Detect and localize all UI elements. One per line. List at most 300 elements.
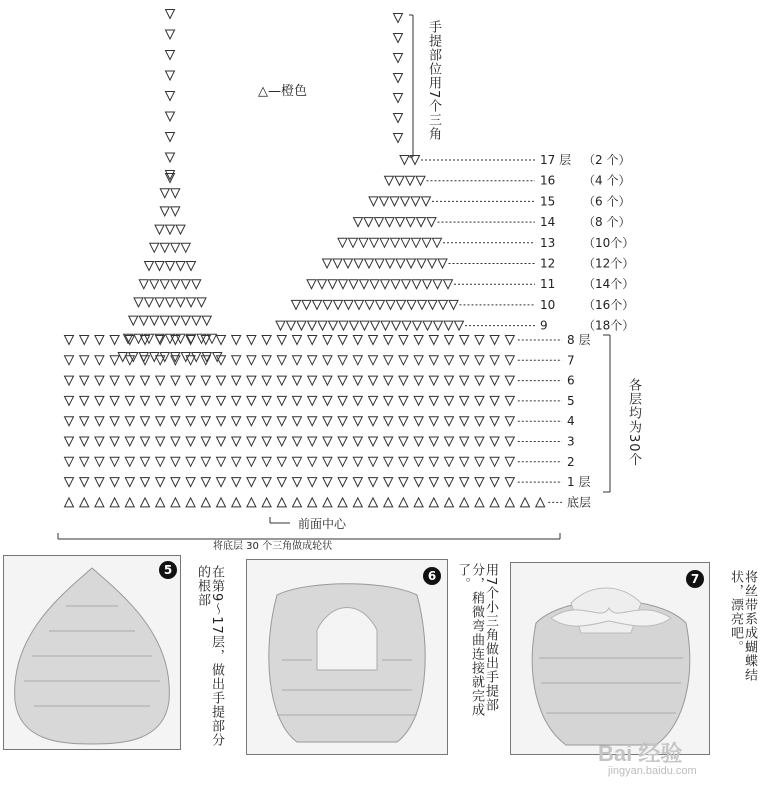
body-triangle bbox=[171, 417, 180, 426]
body-triangle bbox=[65, 396, 74, 405]
body-triangle bbox=[323, 437, 332, 446]
right-layer-triangle bbox=[365, 300, 374, 309]
body-triangle bbox=[232, 478, 241, 487]
body-triangle bbox=[399, 396, 408, 405]
basket-model-image bbox=[247, 560, 447, 754]
body-triangle bbox=[141, 478, 150, 487]
right-layer-triangle bbox=[412, 280, 421, 289]
body-triangle bbox=[338, 478, 347, 487]
right-handle-triangle bbox=[394, 14, 403, 23]
layer-count-label: （6 个） bbox=[583, 194, 631, 209]
body-triangle bbox=[156, 356, 165, 365]
base-triangle bbox=[95, 498, 104, 507]
body-triangle bbox=[414, 396, 423, 405]
body-triangle bbox=[217, 437, 226, 446]
body-triangle bbox=[186, 478, 195, 487]
layer-number-label: 2 bbox=[567, 454, 575, 469]
body-triangle bbox=[308, 396, 317, 405]
base-triangle bbox=[277, 498, 286, 507]
vase-model-image bbox=[4, 556, 180, 749]
body-triangle bbox=[95, 376, 104, 385]
right-layer-triangle bbox=[418, 300, 427, 309]
front-center-label: 前面中心 bbox=[298, 517, 347, 531]
right-layer-triangle bbox=[370, 280, 379, 289]
body-triangle bbox=[414, 376, 423, 385]
body-triangle bbox=[429, 417, 438, 426]
right-layer-triangle bbox=[364, 218, 373, 227]
left-side-triangle bbox=[171, 353, 180, 362]
body-triangle bbox=[505, 417, 514, 426]
right-layer-triangle bbox=[390, 197, 399, 206]
body-triangle bbox=[293, 356, 302, 365]
body-triangle bbox=[384, 417, 393, 426]
body-triangle bbox=[323, 457, 332, 466]
body-triangle bbox=[475, 396, 484, 405]
right-layer-triangle bbox=[339, 321, 348, 330]
body-triangle bbox=[490, 376, 499, 385]
body-triangle bbox=[323, 376, 332, 385]
right-layer-triangle bbox=[417, 218, 426, 227]
base-triangle bbox=[460, 498, 469, 507]
body-triangle bbox=[262, 478, 271, 487]
base-triangle bbox=[369, 498, 378, 507]
body-triangle bbox=[475, 336, 484, 345]
right-layer-triangle bbox=[433, 280, 442, 289]
right-layer-triangle bbox=[401, 197, 410, 206]
step-5-photo bbox=[3, 555, 181, 750]
left-side-triangle bbox=[166, 171, 175, 180]
body-triangle bbox=[156, 376, 165, 385]
body-triangle bbox=[277, 376, 286, 385]
layer-number-label: 11 bbox=[540, 277, 556, 292]
right-layer-triangle bbox=[328, 280, 337, 289]
right-layer-triangle bbox=[402, 321, 411, 330]
left-side-triangle bbox=[166, 225, 175, 234]
right-layer-triangle bbox=[423, 280, 432, 289]
left-side-triangle bbox=[139, 316, 148, 325]
right-layer-triangle bbox=[406, 176, 415, 185]
body-triangle bbox=[110, 437, 119, 446]
left-side-triangle bbox=[150, 280, 159, 289]
left-side-triangle bbox=[171, 207, 180, 216]
step-5-caption: 在第9～17层，做出手提部分的根部 bbox=[195, 565, 224, 747]
left-side-triangle bbox=[155, 225, 164, 234]
body-triangle bbox=[445, 336, 454, 345]
right-layer-triangle bbox=[395, 176, 404, 185]
right-layer-triangle bbox=[380, 197, 389, 206]
body-triangle bbox=[141, 376, 150, 385]
body-triangle bbox=[65, 457, 74, 466]
body-triangle bbox=[490, 336, 499, 345]
right-layer-triangle bbox=[370, 238, 379, 247]
legend-label: △—橙色 bbox=[258, 84, 307, 99]
right-layer-triangle bbox=[428, 300, 437, 309]
body-triangle bbox=[369, 376, 378, 385]
body-triangle bbox=[490, 478, 499, 487]
layer-number-label: 8 层 bbox=[567, 333, 591, 347]
base-triangle bbox=[125, 498, 134, 507]
each-layer-note: 各层均为30个 bbox=[626, 378, 641, 467]
step-6-caption: 用7个小三角做出手提部分，稍微弯曲连接就完成了。 bbox=[455, 563, 498, 717]
body-triangle bbox=[156, 457, 165, 466]
body-triangle bbox=[445, 396, 454, 405]
body-triangle bbox=[369, 417, 378, 426]
body-triangle bbox=[262, 417, 271, 426]
body-triangle bbox=[460, 376, 469, 385]
body-triangle bbox=[277, 356, 286, 365]
left-side-triangle bbox=[166, 298, 175, 307]
body-triangle bbox=[141, 396, 150, 405]
body-triangle bbox=[475, 376, 484, 385]
layer-number-label: 16 bbox=[540, 173, 556, 188]
body-triangle bbox=[293, 457, 302, 466]
body-triangle bbox=[186, 437, 195, 446]
body-triangle bbox=[201, 437, 210, 446]
left-side-triangle bbox=[192, 316, 201, 325]
body-triangle bbox=[65, 336, 74, 345]
right-handle-triangle bbox=[394, 74, 403, 83]
right-layer-triangle bbox=[323, 300, 332, 309]
body-triangle bbox=[201, 478, 210, 487]
right-layer-triangle bbox=[392, 321, 401, 330]
body-triangle bbox=[308, 437, 317, 446]
body-triangle bbox=[353, 336, 362, 345]
body-triangle bbox=[80, 336, 89, 345]
left-handle-triangle bbox=[166, 133, 175, 142]
right-layer-triangle bbox=[391, 280, 400, 289]
body-triangle bbox=[505, 396, 514, 405]
base-triangle bbox=[110, 498, 119, 507]
body-triangle bbox=[247, 376, 256, 385]
left-side-triangle bbox=[197, 298, 206, 307]
body-triangle bbox=[353, 356, 362, 365]
step-6-photo bbox=[246, 559, 448, 755]
left-side-triangle bbox=[171, 280, 180, 289]
right-layer-triangle bbox=[318, 280, 327, 289]
right-layer-triangle bbox=[433, 238, 442, 247]
right-layer-triangle bbox=[417, 259, 426, 268]
body-triangle bbox=[429, 356, 438, 365]
right-handle-triangle bbox=[394, 34, 403, 43]
right-layer-triangle bbox=[406, 218, 415, 227]
body-triangle bbox=[323, 356, 332, 365]
right-layer-triangle bbox=[359, 238, 368, 247]
right-layer-triangle bbox=[354, 259, 363, 268]
body-triangle bbox=[232, 396, 241, 405]
body-triangle bbox=[460, 417, 469, 426]
body-triangle bbox=[384, 336, 393, 345]
body-triangle bbox=[217, 478, 226, 487]
left-handle-triangle bbox=[166, 112, 175, 121]
left-handle-triangle bbox=[166, 92, 175, 101]
body-triangle bbox=[95, 478, 104, 487]
right-layer-triangle bbox=[307, 280, 316, 289]
body-triangle bbox=[201, 396, 210, 405]
left-side-triangle bbox=[202, 316, 211, 325]
body-triangle bbox=[110, 396, 119, 405]
body-triangle bbox=[338, 336, 347, 345]
right-layer-triangle bbox=[323, 259, 332, 268]
right-layer-triangle bbox=[402, 280, 411, 289]
right-layer-triangle bbox=[391, 238, 400, 247]
body-triangle bbox=[460, 396, 469, 405]
body-triangle bbox=[490, 457, 499, 466]
left-side-triangle bbox=[155, 262, 164, 271]
layer-count-label: （10个） bbox=[583, 235, 635, 250]
baidu-watermark-logo: Bai 经验 bbox=[598, 741, 683, 766]
right-layer-triangle bbox=[302, 300, 311, 309]
layer-number-label: 5 bbox=[567, 393, 575, 408]
left-side-triangle bbox=[176, 298, 185, 307]
body-triangle bbox=[247, 478, 256, 487]
right-layer-triangle bbox=[329, 321, 338, 330]
body-triangle bbox=[217, 417, 226, 426]
base-triangle bbox=[232, 498, 241, 507]
body-triangle bbox=[217, 396, 226, 405]
body-triangle bbox=[95, 336, 104, 345]
body-triangle bbox=[445, 376, 454, 385]
body-triangle bbox=[125, 396, 134, 405]
base-triangle bbox=[536, 498, 545, 507]
body-triangle bbox=[141, 457, 150, 466]
left-side-triangle bbox=[134, 298, 143, 307]
left-side-triangle bbox=[155, 298, 164, 307]
body-triangle bbox=[293, 396, 302, 405]
left-side-triangle bbox=[181, 243, 190, 252]
body-triangle bbox=[141, 417, 150, 426]
body-triangle bbox=[384, 478, 393, 487]
right-layer-triangle bbox=[292, 300, 301, 309]
left-side-triangle bbox=[176, 262, 185, 271]
body-triangle bbox=[293, 437, 302, 446]
layer-number-label: 17 层 bbox=[540, 153, 572, 167]
left-side-triangle bbox=[160, 189, 169, 198]
base-triangle bbox=[338, 498, 347, 507]
body-triangle bbox=[95, 396, 104, 405]
body-triangle bbox=[110, 417, 119, 426]
body-triangle bbox=[110, 376, 119, 385]
layer-number-label: 14 bbox=[540, 215, 556, 230]
right-layer-triangle bbox=[407, 300, 416, 309]
right-layer-triangle bbox=[371, 321, 380, 330]
body-triangle bbox=[262, 336, 271, 345]
right-layer-triangle bbox=[422, 238, 431, 247]
right-layer-triangle bbox=[344, 300, 353, 309]
body-triangle bbox=[308, 336, 317, 345]
body-triangle bbox=[95, 457, 104, 466]
body-triangle bbox=[384, 457, 393, 466]
body-triangle bbox=[369, 336, 378, 345]
right-layer-triangle bbox=[338, 238, 347, 247]
body-triangle bbox=[125, 376, 134, 385]
left-handle-triangle bbox=[166, 174, 175, 183]
body-triangle bbox=[399, 356, 408, 365]
body-triangle bbox=[80, 457, 89, 466]
right-layer-triangle bbox=[360, 321, 369, 330]
body-triangle bbox=[171, 376, 180, 385]
body-triangle bbox=[505, 457, 514, 466]
body-triangle bbox=[217, 376, 226, 385]
right-layer-triangle bbox=[349, 238, 358, 247]
body-triangle bbox=[414, 457, 423, 466]
body-triangle bbox=[80, 478, 89, 487]
right-layer-triangle bbox=[428, 259, 437, 268]
right-layer-triangle bbox=[427, 218, 436, 227]
body-triangle bbox=[369, 396, 378, 405]
base-triangle bbox=[414, 498, 423, 507]
base-triangle bbox=[141, 498, 150, 507]
right-layer-triangle bbox=[416, 176, 425, 185]
left-side-triangle bbox=[150, 316, 159, 325]
body-triangle bbox=[460, 437, 469, 446]
body-triangle bbox=[369, 437, 378, 446]
base-triangle bbox=[65, 498, 74, 507]
right-layer-triangle bbox=[375, 218, 384, 227]
base-triangle bbox=[186, 498, 195, 507]
body-triangle bbox=[156, 437, 165, 446]
right-layer-triangle bbox=[386, 300, 395, 309]
right-layer-triangle bbox=[349, 280, 358, 289]
step-6-badge: 6 bbox=[423, 567, 441, 585]
body-triangle bbox=[156, 336, 165, 345]
body-triangle bbox=[308, 457, 317, 466]
body-triangle bbox=[156, 417, 165, 426]
body-triangle bbox=[338, 376, 347, 385]
body-triangle bbox=[201, 457, 210, 466]
body-triangle bbox=[262, 356, 271, 365]
right-handle-triangle bbox=[394, 54, 403, 63]
body-triangle bbox=[110, 356, 119, 365]
body-triangle bbox=[277, 417, 286, 426]
body-triangle bbox=[460, 457, 469, 466]
body-triangle bbox=[247, 356, 256, 365]
body-triangle bbox=[262, 376, 271, 385]
body-triangle bbox=[323, 396, 332, 405]
body-triangle bbox=[384, 437, 393, 446]
body-triangle bbox=[414, 336, 423, 345]
body-triangle bbox=[277, 478, 286, 487]
left-side-triangle bbox=[176, 225, 185, 234]
left-side-triangle bbox=[150, 243, 159, 252]
body-triangle bbox=[384, 396, 393, 405]
body-triangle bbox=[490, 396, 499, 405]
body-triangle bbox=[353, 478, 362, 487]
right-layer-triangle bbox=[386, 259, 395, 268]
body-triangle bbox=[201, 376, 210, 385]
body-triangle bbox=[353, 396, 362, 405]
right-layer-triangle bbox=[400, 156, 409, 165]
right-layer-triangle bbox=[444, 321, 453, 330]
body-triangle bbox=[125, 457, 134, 466]
right-layer-triangle bbox=[439, 300, 448, 309]
right-layer-triangle bbox=[407, 259, 416, 268]
layer-number-label: 3 bbox=[567, 434, 575, 449]
left-handle-triangle bbox=[166, 153, 175, 162]
body-triangle bbox=[125, 478, 134, 487]
right-handle-triangle bbox=[394, 134, 403, 143]
step-7-badge: 7 bbox=[686, 570, 704, 588]
body-triangle bbox=[65, 478, 74, 487]
body-triangle bbox=[384, 356, 393, 365]
layer-count-label: （12个） bbox=[583, 256, 635, 271]
right-layer-triangle bbox=[396, 259, 405, 268]
body-triangle bbox=[490, 437, 499, 446]
body-triangle bbox=[186, 417, 195, 426]
body-triangle bbox=[414, 437, 423, 446]
body-triangle bbox=[186, 396, 195, 405]
body-triangle bbox=[399, 478, 408, 487]
left-side-triangle bbox=[160, 207, 169, 216]
basket-with-ribbon-image bbox=[511, 563, 709, 754]
body-triangle bbox=[475, 457, 484, 466]
body-triangle bbox=[429, 396, 438, 405]
left-side-triangle bbox=[160, 353, 169, 362]
body-triangle bbox=[369, 457, 378, 466]
base-triangle bbox=[80, 498, 89, 507]
layer-number-label: 4 bbox=[567, 414, 575, 429]
base-triangle bbox=[156, 498, 165, 507]
left-side-triangle bbox=[181, 353, 190, 362]
body-triangle bbox=[414, 478, 423, 487]
right-layer-triangle bbox=[355, 300, 364, 309]
left-side-triangle bbox=[129, 316, 138, 325]
right-layer-triangle bbox=[438, 259, 447, 268]
base-note-label: 将底层 30 个三角做成轮状 bbox=[213, 541, 333, 552]
body-triangle bbox=[399, 457, 408, 466]
body-triangle bbox=[80, 396, 89, 405]
body-triangle bbox=[323, 478, 332, 487]
body-triangle bbox=[293, 376, 302, 385]
body-triangle bbox=[293, 336, 302, 345]
right-layer-triangle bbox=[360, 280, 369, 289]
body-triangle bbox=[125, 437, 134, 446]
body-triangle bbox=[247, 457, 256, 466]
body-triangle bbox=[125, 417, 134, 426]
body-triangle bbox=[141, 437, 150, 446]
right-layer-triangle bbox=[413, 321, 422, 330]
right-layer-triangle bbox=[397, 300, 406, 309]
layer-number-label: 7 bbox=[567, 353, 575, 368]
body-triangle bbox=[308, 356, 317, 365]
right-layer-triangle bbox=[344, 259, 353, 268]
body-triangle bbox=[399, 376, 408, 385]
body-triangle bbox=[232, 437, 241, 446]
body-triangle bbox=[475, 417, 484, 426]
right-layer-triangle bbox=[365, 259, 374, 268]
body-triangle bbox=[247, 396, 256, 405]
right-layer-triangle bbox=[434, 321, 443, 330]
body-triangle bbox=[232, 417, 241, 426]
layer-count-label: （18个） bbox=[583, 318, 635, 333]
base-triangle bbox=[521, 498, 530, 507]
layer-number-label: 15 bbox=[540, 194, 556, 209]
handle-note: 手提部位用7个三角 bbox=[426, 20, 441, 142]
right-layer-triangle bbox=[339, 280, 348, 289]
body-triangle bbox=[445, 417, 454, 426]
body-triangle bbox=[308, 417, 317, 426]
body-triangle bbox=[95, 437, 104, 446]
right-layer-triangle bbox=[381, 321, 390, 330]
body-triangle bbox=[262, 396, 271, 405]
body-triangle bbox=[460, 478, 469, 487]
left-side-triangle bbox=[181, 316, 190, 325]
left-side-triangle bbox=[160, 243, 169, 252]
base-triangle bbox=[384, 498, 393, 507]
left-handle-triangle bbox=[166, 10, 175, 19]
body-triangle bbox=[171, 457, 180, 466]
right-handle-triangle bbox=[394, 94, 403, 103]
body-triangle bbox=[338, 457, 347, 466]
